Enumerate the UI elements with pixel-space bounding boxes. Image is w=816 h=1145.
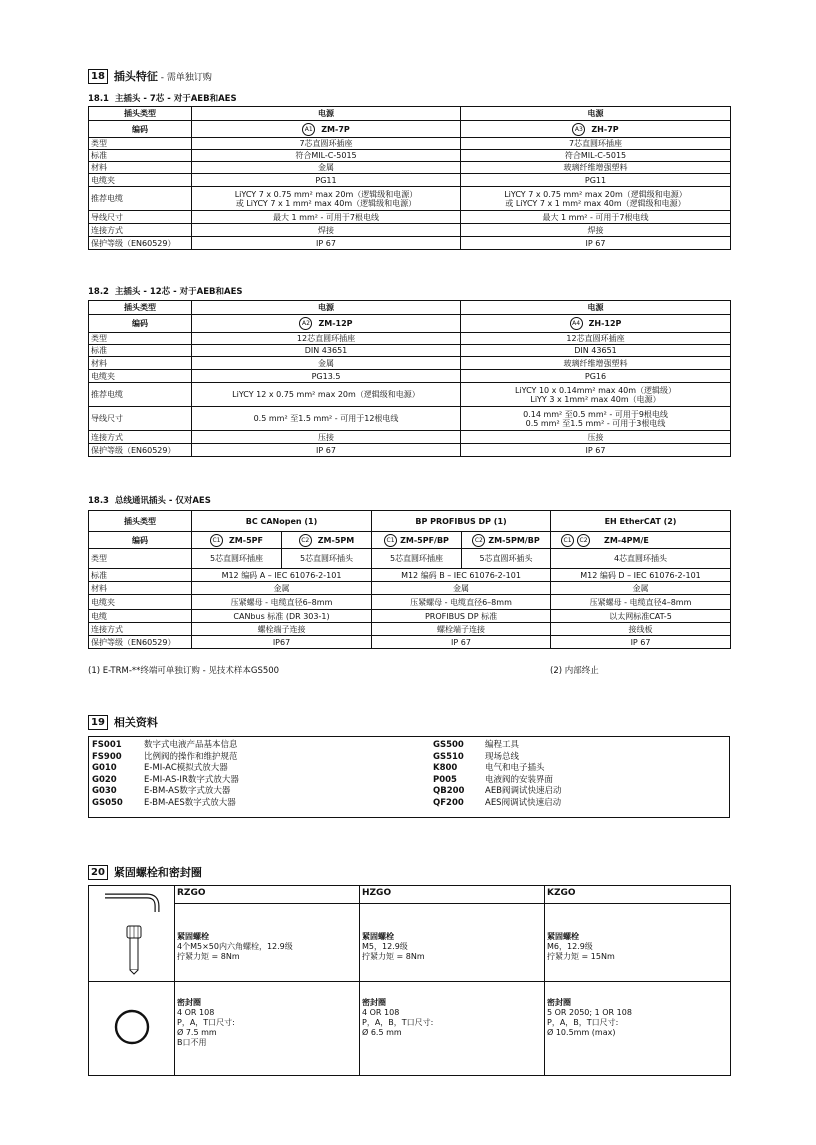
circle-marker: C2 <box>577 534 590 547</box>
table-row: 材料 金属 玻璃纤维增强塑料 <box>89 357 731 370</box>
header-cell: 电源 <box>192 107 461 121</box>
circle-marker: A1 <box>302 123 315 136</box>
table-row: 连接方式 焊接 焊接 <box>89 224 731 237</box>
seal-row <box>89 982 731 1076</box>
footnote-2: (2) 内部终止 <box>550 666 599 676</box>
seal-spec: 密封圈 5 OR 2050; 1 OR 108 P，A，B，T口尺寸: Ø 10.5mm (max) <box>545 982 731 1076</box>
table-row: 材料 金属 玻璃纤维增强塑料 <box>89 162 731 174</box>
code-label: 编码 <box>89 121 192 138</box>
o-ring-icon <box>112 1007 152 1047</box>
table-row: 标准 符合MIL-C-5015 符合MIL-C-5015 <box>89 150 731 162</box>
table-18-3 <box>88 510 731 649</box>
section-20-header <box>88 864 202 880</box>
table-18-2 <box>88 300 731 457</box>
header-cell: 插头类型 <box>89 107 192 121</box>
code-cell: A3 ZH-7P <box>461 121 731 138</box>
table-row: 电缆夹 PG11 PG11 <box>89 174 731 187</box>
subsection-18-1-heading: 18.1 主插头 - 7芯 - 对于AEB和AES <box>88 94 237 104</box>
table-row: 保护等级（EN60529） IP 67 IP 67 <box>89 237 731 250</box>
table-row: 标准 M12 编码 A – IEC 61076-2-101 M12 编码 B – IEC 61076-2-101 M12 编码 D – IEC 61076-2-101 <box>89 569 731 582</box>
list-item: G020 E-MI-AS-IR数字式放大器 <box>92 774 239 785</box>
section-title: 紧固螺栓和密封圈 <box>113 866 202 879</box>
table-header-row: 插头类型 BC CANopen (1) BP PROFIBUS DP (1) EH EtherCAT (2) <box>89 511 731 532</box>
section-number: 19 <box>88 715 108 730</box>
code-row: 编码 A2 ZM-12P A4 ZH-12P <box>89 315 731 333</box>
table-row: 类型 7芯直圆环插座 7芯直圆环插座 <box>89 138 731 150</box>
table-row: 电缆夹 PG13.5 PG16 <box>89 370 731 383</box>
section-19-header <box>88 714 158 730</box>
list-item: FS900 比例阀的操作和维护规范 <box>92 751 238 762</box>
table-row: 连接方式 螺栓端子连接 螺栓端子连接 接线板 <box>89 623 731 636</box>
seal-image-cell <box>89 982 175 1076</box>
circle-marker: C2 <box>472 534 485 547</box>
circle-marker: C1 <box>561 534 574 547</box>
section-title: 相关资料 <box>113 716 158 729</box>
circle-marker: A3 <box>572 123 585 136</box>
subsection-18-2-heading: 18.2 主插头 - 12芯 - 对于AEB和AES <box>88 287 243 297</box>
table-row: 保护等级（EN60529） IP 67 IP 67 <box>89 444 731 457</box>
circle-marker: A4 <box>570 317 583 330</box>
related-docs-box <box>88 736 730 818</box>
list-item: GS050 E-BM-AES数字式放大器 <box>92 797 236 808</box>
table-row: 电缆夹 压紧螺母 - 电缆直径6–8mm 压紧螺母 - 电缆直径6–8mm 压紧螺母 - 电缆直径4–8mm <box>89 595 731 610</box>
list-item: GS510 现场总线 <box>433 751 520 762</box>
table-row: 导线尺寸 0.5 mm² 至1.5 mm² - 可用于12根电线 0.14 mm² 至0.5 mm² - 可用于9根电线 0.5 mm² 至1.5 mm² - 可用于3根电线 <box>89 407 731 431</box>
section-18-header <box>88 68 212 84</box>
circle-marker: C1 <box>210 534 223 547</box>
list-item: QF200 AES阀调试快速启动 <box>433 797 562 808</box>
list-item: QB200 AEB阀调试快速启动 <box>433 786 562 796</box>
seal-spec: 密封圈 4 OR 108 P，A，B，T口尺寸: Ø 6.5 mm <box>360 982 545 1076</box>
section-number: 18 <box>88 69 108 84</box>
bolt-icon <box>101 888 163 976</box>
bolt-spec: 紧固螺栓 M5，12.9级 拧紧力矩 = 8Nm <box>360 904 545 982</box>
list-item: GS500 编程工具 <box>433 740 520 750</box>
table-row: 类型 5芯直圆环插座 5芯直圆环插头 5芯直圆环插座 5芯直圆环插头 4芯直圆环插头 <box>89 549 731 569</box>
table-row: 标准 DIN 43651 DIN 43651 <box>89 345 731 357</box>
code-row <box>89 121 731 138</box>
table-row: 连接方式 压接 压接 <box>89 431 731 444</box>
bolt-spec: 紧固螺栓 M6，12.9级 拧紧力矩 = 15Nm <box>545 904 731 982</box>
bolt-row <box>89 904 731 982</box>
table-row: 类型 12芯直圆环插座 12芯直圆环插座 <box>89 333 731 345</box>
list-item: K800 电气和电子插头 <box>433 763 545 773</box>
related-docs-left <box>92 740 239 809</box>
table-row: 推荐电缆 LiYCY 7 x 0.75 mm² max 20m（逻辑级和电源） 或 LiYCY 7 x 1 mm² max 40m（逻辑级和电源） LiYCY 7 x 0.75 mm² max 20m（逻辑级和电源） 或 LiYCY 7 x 1 mm² max 40m（逻辑级和电源） <box>89 187 731 211</box>
table-header-row: 插头类型 电源 电源 <box>89 301 731 315</box>
table-row: 电缆 CANbus 标准 (DR 303-1) PROFIBUS DP 标准 以太网标准CAT-5 <box>89 610 731 623</box>
table-row: 材料 金属 金属 金属 <box>89 582 731 595</box>
code-row: 编码 C1 ZM-5PF C2 ZM-5PM C1 ZM-5PF/BP C2 ZM-5PM/BP C1 C2 ZM-4PM/E <box>89 532 731 549</box>
bolt-image-cell <box>89 886 175 982</box>
circle-marker: C1 <box>384 534 397 547</box>
section-number: 20 <box>88 865 108 880</box>
table-18-1 <box>88 106 731 250</box>
related-docs-right <box>433 740 562 809</box>
footnote-1: (1) E-TRM-**终端可单独订购 - 见技术样本GS500 <box>88 666 280 676</box>
table-header-row: RZGO HZGO KZGO <box>89 886 731 904</box>
table-row: 导线尺寸 最大 1 mm² - 可用于7根电线 最大 1 mm² - 可用于7根电线 <box>89 211 731 224</box>
seal-spec: 密封圈 4 OR 108 P，A，T口尺寸: Ø 7.5 mm B口不用 <box>175 982 360 1076</box>
table-row: 推荐电缆 LiYCY 12 x 0.75 mm² max 20m（逻辑级和电源） LiYCY 10 x 0.14mm² max 40m（逻辑级） LiYY 3 x 1mm² max 40m（电源） <box>89 383 731 407</box>
header-cell: 电源 <box>461 107 731 121</box>
fasteners-table <box>88 885 731 1076</box>
list-item: FS001 数字式电液产品基本信息 <box>92 740 238 750</box>
bolt-spec: 紧固螺栓 4个M5×50内六角螺栓，12.9级 拧紧力矩 = 8Nm <box>175 904 360 982</box>
code-cell: A1 ZM-7P <box>192 121 461 138</box>
list-item: G030 E-BM-AS数字式放大器 <box>92 786 231 796</box>
list-item: P005 电液阀的安装界面 <box>433 774 554 785</box>
circle-marker: A2 <box>299 317 312 330</box>
section-title: 插头特征 - 需单独订购 <box>113 70 212 83</box>
table-header-row <box>89 107 731 121</box>
subsection-18-3-heading: 18.3 总线通讯插头 - 仅对AES <box>88 496 211 506</box>
table-row: 保护等级（EN60529） IP67 IP 67 IP 67 <box>89 636 731 649</box>
circle-marker: C2 <box>299 534 312 547</box>
list-item: G010 E-MI-AC模拟式放大器 <box>92 763 228 773</box>
